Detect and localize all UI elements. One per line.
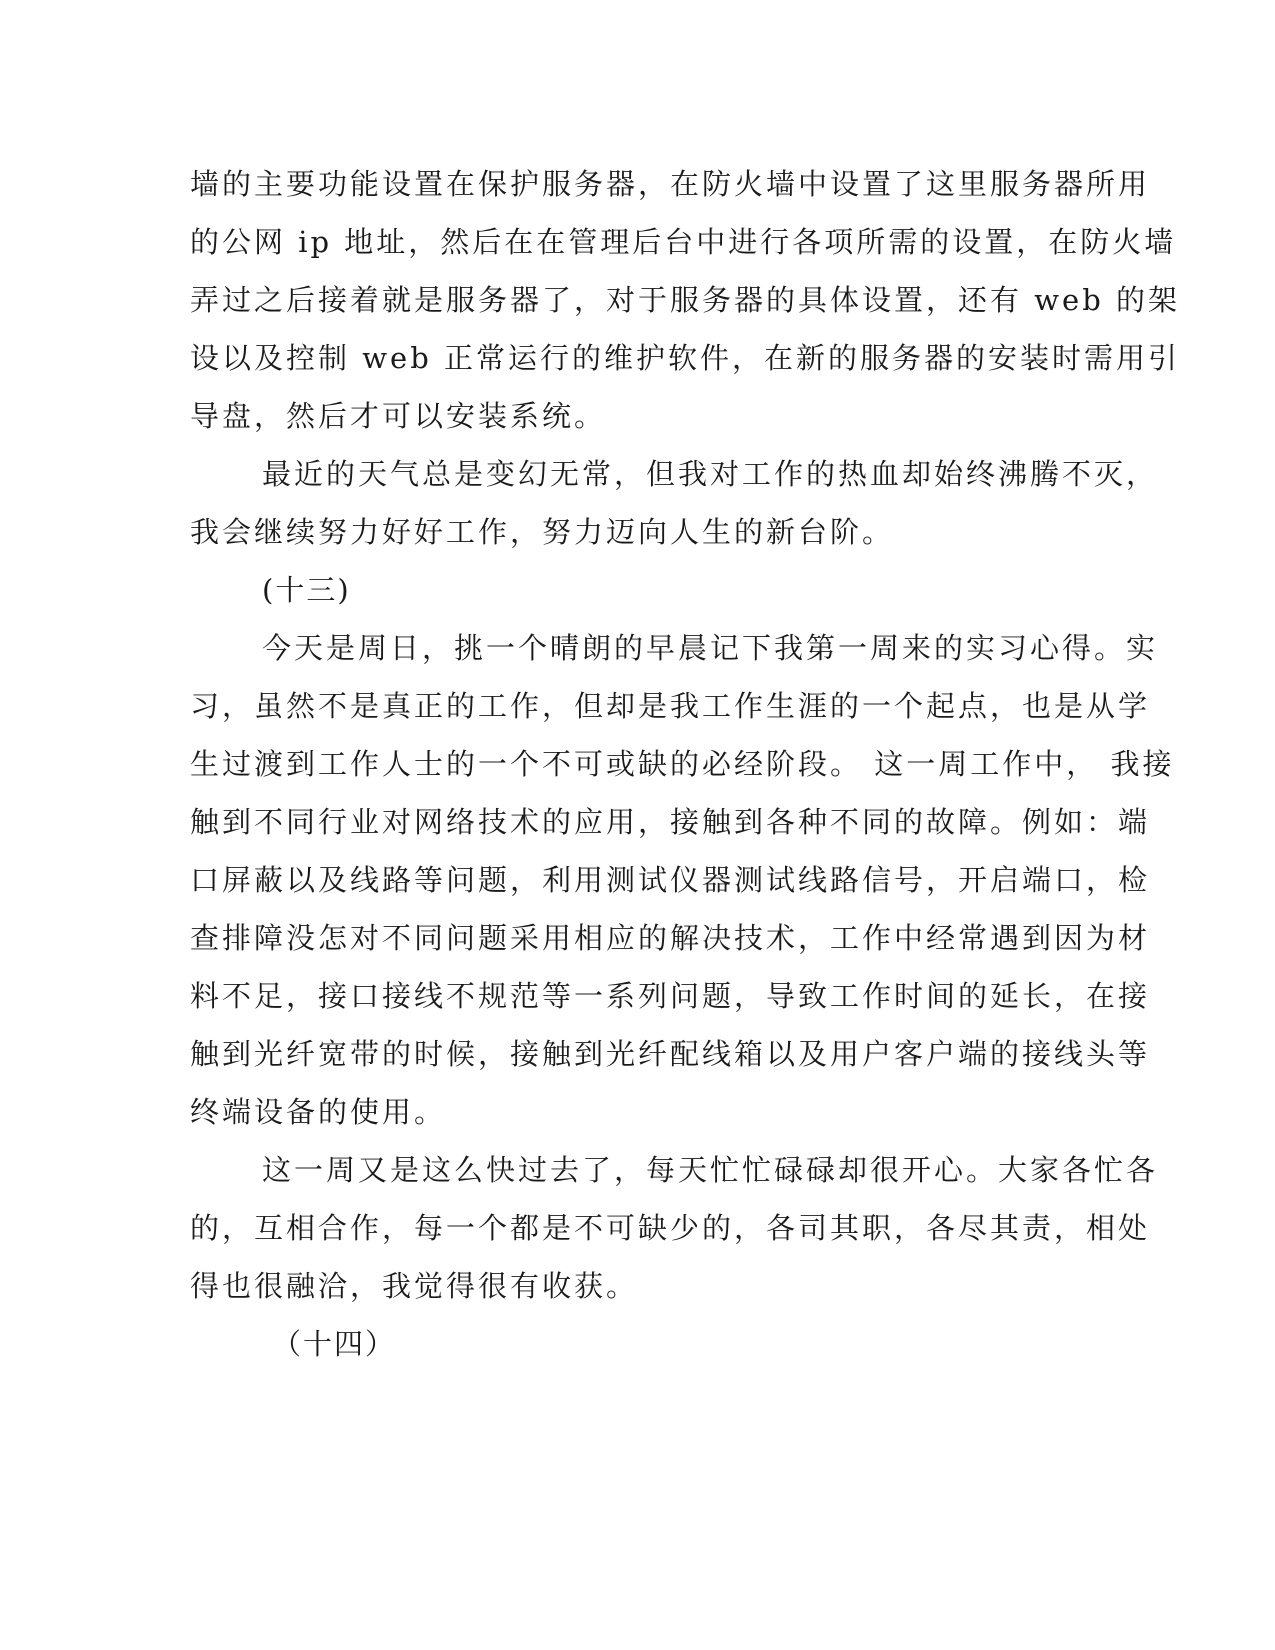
text-line: 触到光纤宽带的时候，接触到光纤配线箱以及用户客户端的接线头等 xyxy=(190,1037,1151,1071)
text-line: 设以及控制 web 正常运行的维护软件，在新的服务器的安装时需用引 xyxy=(190,341,1180,375)
text-line: 习，虽然不是真正的工作，但却是我工作生涯的一个起点，也是从学 xyxy=(190,689,1151,723)
text-line: 弄过之后接着就是服务器了，对于服务器的具体设置，还有 web 的架 xyxy=(190,283,1180,317)
text-line: 这一周又是这么快过去了，每天忙忙碌碌却很开心。大家各忙各 xyxy=(262,1153,1159,1187)
text-line: 口屏蔽以及线路等问题，利用测试仪器测试线路信号，开启端口，检 xyxy=(190,863,1151,897)
text-line: 最近的天气总是变幻无常，但我对工作的热血却始终沸腾不灭， xyxy=(262,457,1159,491)
text-line: 的，互相合作，每一个都是不可缺少的，各司其职，各尽其责，相处 xyxy=(190,1211,1151,1245)
text-line: 墙的主要功能设置在保护服务器，在防火墙中设置了这里服务器所用 xyxy=(190,167,1151,201)
text-line: 的公网 ip 地址，然后在在管理后台中进行各项所需的设置，在防火墙 xyxy=(190,225,1177,259)
section-heading: (十三) xyxy=(262,573,351,607)
text-line: 查排障没怎对不同问题采用相应的解决技术，工作中经常遇到因为材 xyxy=(190,921,1151,955)
text-line: 导盘，然后才可以安装系统。 xyxy=(190,399,607,433)
text-line: 终端设备的使用。 xyxy=(190,1095,447,1129)
text-line: 我会继续努力好好工作，努力迈向人生的新台阶。 xyxy=(190,515,895,549)
text-line: 得也很融洽，我觉得很有收获。 xyxy=(190,1269,639,1303)
text-line: 生过渡到工作人士的一个不可或缺的必经阶段。 这一周工作中， 我接 xyxy=(190,747,1175,781)
text-line: 今天是周日，挑一个晴朗的早晨记下我第一周来的实习心得。实 xyxy=(262,631,1159,665)
text-line: 料不足，接口接线不规范等一系列问题，导致工作时间的延长，在接 xyxy=(190,979,1151,1013)
section-heading: （十四） xyxy=(272,1327,397,1361)
text-line: 触到不同行业对网络技术的应用，接触到各种不同的故障。例如：端 xyxy=(190,805,1151,839)
